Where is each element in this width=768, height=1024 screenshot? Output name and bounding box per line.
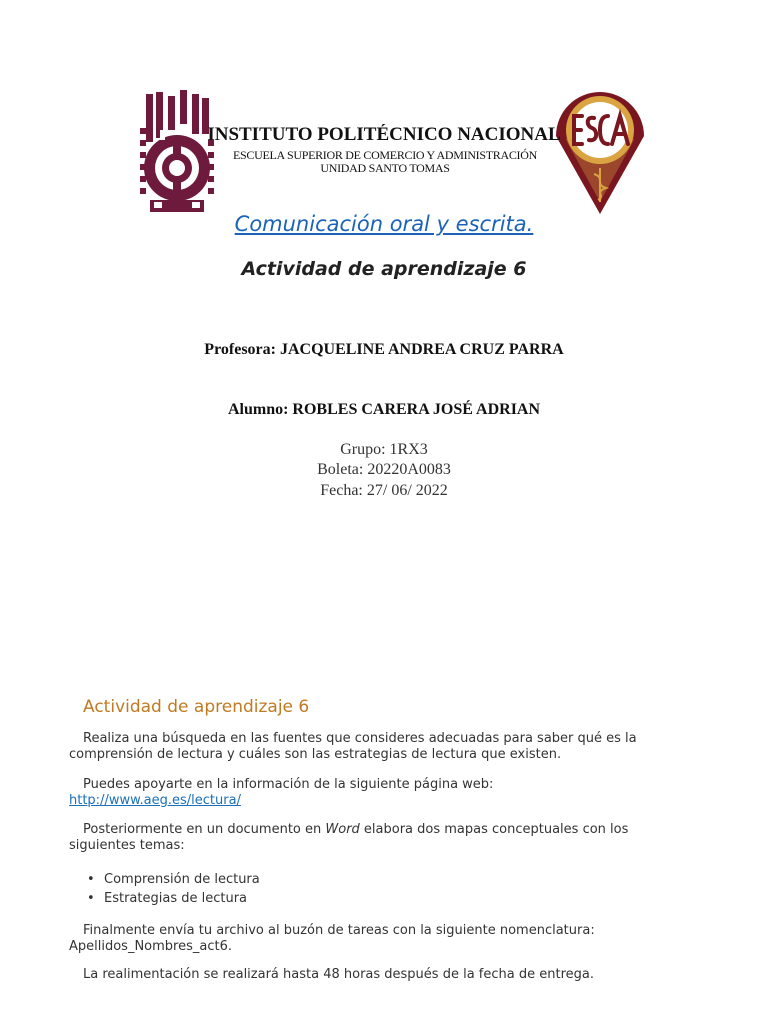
teacher-line: Profesora: JACQUELINE ANDREA CRUZ PARRA (204, 341, 564, 358)
paragraph-word-before: Posteriormente en un documento en (83, 822, 326, 837)
paragraph-feedback-text: La realimentación se realizará hasta 48 horas después de la fecha de entrega. (83, 967, 594, 982)
paragraph-word (69, 822, 659, 854)
paragraph-submit (69, 923, 659, 955)
resource-link[interactable]: http://www.aeg.es/lectura/ (69, 793, 241, 808)
institution-title: INSTITUTO POLITÉCNICO NACIONAL (207, 124, 561, 145)
campus-name: UNIDAD SANTO TOMAS (320, 161, 450, 175)
list-item (87, 889, 260, 908)
paragraph-word-app: Word (325, 822, 360, 837)
student-line: Alumno: ROBLES CARERA JOSÉ ADRIAN (227, 401, 541, 418)
list-item-label: Estrategias de lectura (104, 891, 248, 906)
paragraph-search (69, 731, 659, 763)
bullet-icon: • (87, 872, 95, 887)
paragraph-submit-text: Finalmente envía tu archivo al buzón de tareas con la siguiente nomenclatura: Apellidos_Nombres_act6. (69, 923, 595, 954)
section-heading: Actividad de aprendizaje 6 (83, 697, 310, 717)
list-item (87, 870, 260, 889)
paragraph-web (69, 777, 659, 809)
paragraph-search-text: Realiza una búsqueda en las fuentes que consideres adecuadas para saber qué es la comprensión de lectura y cuáles son las estrategias de lectura que existen. (69, 731, 637, 762)
bullet-icon: • (87, 891, 95, 906)
activity-title: Actividad de aprendizaje 6 (241, 258, 527, 280)
group-line: Grupo: 1RX3 (340, 441, 428, 458)
paragraph-web-text: Puedes apoyarte en la información de la siguiente página web: (83, 777, 494, 792)
course-title: Comunicación oral y escrita. (234, 212, 534, 236)
topics-list (87, 870, 260, 908)
paragraph-word-after: elabora dos mapas conceptuales con los siguientes temas: (69, 822, 629, 853)
ticket-line: Boleta: 20220A0083 (317, 461, 451, 478)
list-item-label: Comprensión de lectura (104, 872, 260, 887)
paragraph-feedback (69, 967, 659, 983)
date-line: Fecha: 27/ 06/ 2022 (320, 482, 448, 499)
school-name: ESCUELA SUPERIOR DE COMERCIO Y ADMINISTRACIÓN (233, 148, 537, 162)
